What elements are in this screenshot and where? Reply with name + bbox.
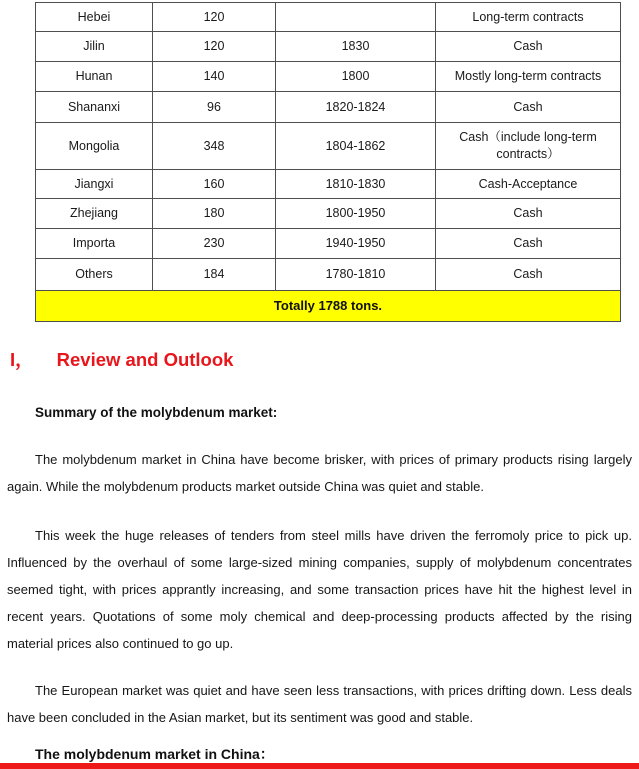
summary-heading: Summary of the molybdenum market:: [35, 405, 278, 420]
table-row: [36, 3, 621, 32]
table-cell-price: [276, 3, 436, 32]
table-row: [36, 123, 621, 170]
table-cell-tonnage: 120: [153, 32, 276, 62]
table-cell-region: Importa: [36, 229, 153, 259]
table-cell-terms: Cash: [436, 229, 621, 259]
table-cell-region: Others: [36, 259, 153, 291]
table-cell-terms: Long-term contracts: [436, 3, 621, 32]
table-cell-tonnage: 160: [153, 170, 276, 199]
table-cell-price: 1804-1862: [276, 123, 436, 170]
china-market-heading: The molybdenum market in China：: [35, 746, 274, 762]
table-row: [36, 199, 621, 229]
section-title: Review and Outlook: [56, 349, 234, 370]
table-row: [36, 32, 621, 62]
table-cell-region: Jilin: [36, 32, 153, 62]
table-total-cell: Totally 1788 tons.: [36, 291, 621, 322]
table-cell-terms: Cash: [436, 259, 621, 291]
table-cell-price: 1800-1950: [276, 199, 436, 229]
paragraph-china-detail: This week the huge releases of tenders from steel mills have driven the ferromoly price to pick up. Influenced by the overhaul of some large-sized mining companies, supply of molybdenum concentrates seemed tight, with prices apprantly increasing, and some transaction prices have hit the highest level in recent years. Quotations of some moly chemical and deep-processing products affected by the rising material prices also continued to go up.: [7, 528, 632, 651]
table-total-row: [36, 291, 621, 322]
table-cell-tonnage: 120: [153, 3, 276, 32]
table-row: [36, 62, 621, 92]
table-cell-region: Jiangxi: [36, 170, 153, 199]
table-cell-price: 1810-1830: [276, 170, 436, 199]
section-number: I，: [10, 349, 34, 370]
table-cell-terms: Cash-Acceptance: [436, 170, 621, 199]
table-cell-price: 1940-1950: [276, 229, 436, 259]
table-cell-tonnage: 140: [153, 62, 276, 92]
table-cell-price: 1820-1824: [276, 92, 436, 123]
table-cell-region: Zhejiang: [36, 199, 153, 229]
footer-rule: [0, 763, 639, 769]
table-cell-region: Hunan: [36, 62, 153, 92]
supply-table: [35, 2, 621, 322]
table-row: [36, 229, 621, 259]
table-cell-region: Mongolia: [36, 123, 153, 170]
table-row: [36, 170, 621, 199]
table-cell-terms: Mostly long-term contracts: [436, 62, 621, 92]
table-cell-tonnage: 184: [153, 259, 276, 291]
table-cell-terms: Cash: [436, 199, 621, 229]
section-heading: [10, 348, 639, 372]
table-cell-terms: Cash（include long-term contracts）: [436, 123, 621, 170]
table-cell-tonnage: 180: [153, 199, 276, 229]
paragraph-international: The European market was quiet and have seen less transactions, with prices drifting down. Less deals have been concluded in the Asian market, but its sentiment was good and stable.: [7, 683, 632, 725]
table-cell-tonnage: 230: [153, 229, 276, 259]
table-cell-region: Shananxi: [36, 92, 153, 123]
paragraph-market-overview: The molybdenum market in China have become brisker, with prices of primary products rising largely again. While the molybdenum products market outside China was quiet and stable.: [7, 452, 632, 494]
table-cell-tonnage: 348: [153, 123, 276, 170]
table-cell-terms: Cash: [436, 92, 621, 123]
table-cell-price: 1800: [276, 62, 436, 92]
table-cell-tonnage: 96: [153, 92, 276, 123]
table-cell-region: Hebei: [36, 3, 153, 32]
table-row: [36, 259, 621, 291]
table-cell-price: 1830: [276, 32, 436, 62]
table-cell-terms: Cash: [436, 32, 621, 62]
table-cell-price: 1780-1810: [276, 259, 436, 291]
table-row: [36, 92, 621, 123]
